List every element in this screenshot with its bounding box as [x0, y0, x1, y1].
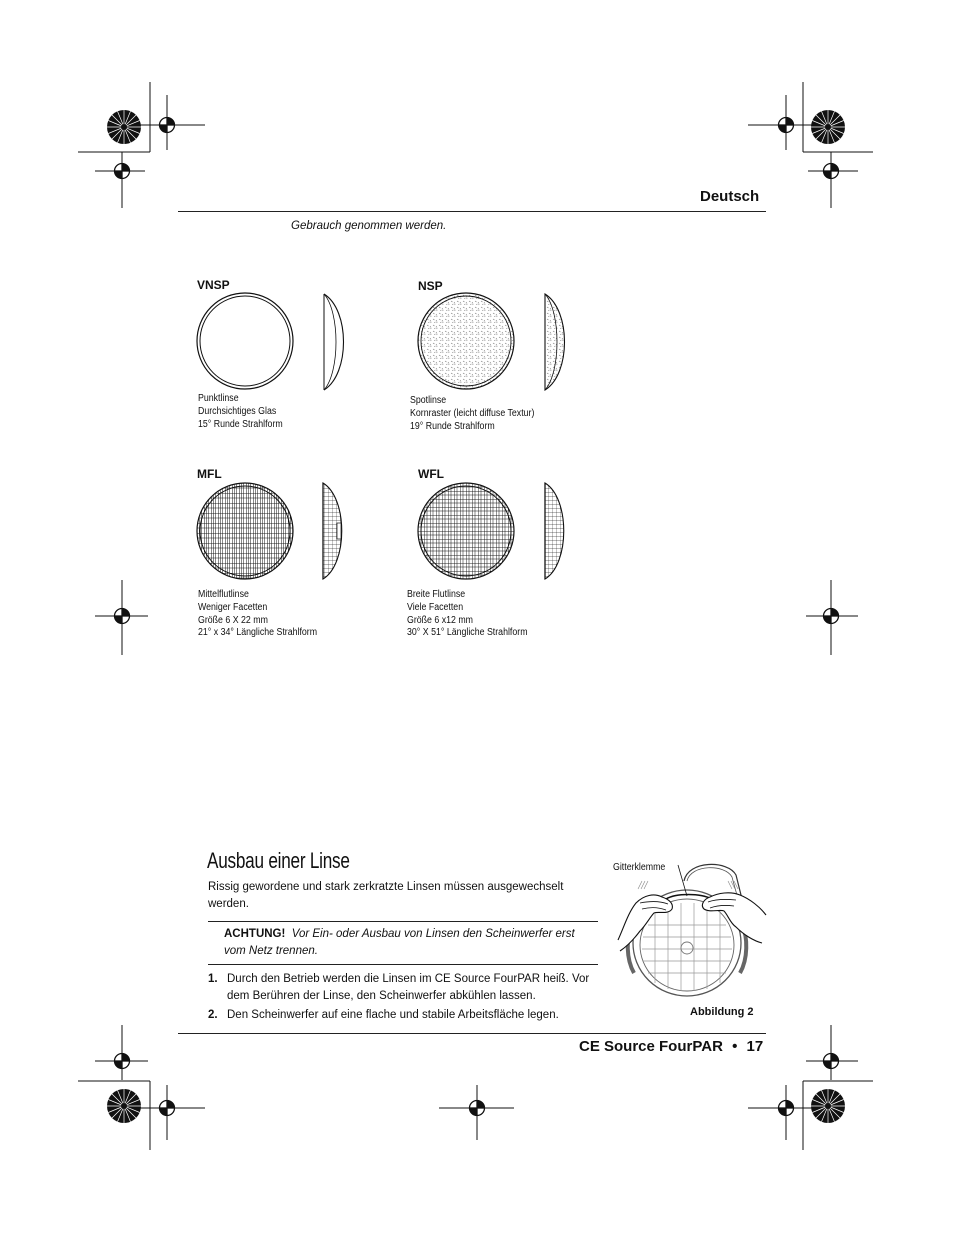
caption-line: Größe 6 x12 mm [407, 614, 474, 626]
lens-caption-vnsp [198, 393, 283, 431]
caption-line: 19° Runde Strahlform [410, 420, 495, 432]
step-number: 1. [208, 973, 218, 985]
nsp-lens-front [418, 293, 514, 389]
intro-text: Gebrauch genommen werden. [291, 220, 447, 232]
warning-bottom-rule [208, 964, 598, 965]
warning-label: ACHTUNG! [224, 928, 286, 940]
caption-line: Kornraster (leicht diffuse Textur) [410, 407, 535, 419]
vnsp-lens-side [324, 294, 344, 390]
lens-code-nsp: NSP [418, 279, 443, 293]
language-heading: Deutsch [700, 188, 760, 205]
caption-line: Punktlinse [198, 393, 239, 404]
footer-bullet: • [732, 1038, 738, 1055]
caption-line: Größe 6 X 22 mm [198, 614, 268, 626]
step-number: 2. [208, 1009, 218, 1021]
caption-line: Viele Facetten [407, 601, 464, 613]
caption-line: Durchsichtiges Glas [198, 405, 277, 417]
figure-caption: Abbildung 2 [690, 1006, 754, 1018]
wfl-lens-front [418, 483, 514, 579]
figure-2-illustration [610, 855, 775, 1005]
lens-code-vnsp: VNSP [197, 278, 230, 292]
lens-caption-mfl [198, 589, 317, 640]
page-footer [579, 1038, 763, 1055]
step-text: Den Scheinwerfer auf eine flache und stabile Arbeitsfläche legen. [227, 1009, 559, 1021]
caption-line: 21° x 34° Längliche Strahlform [198, 627, 318, 639]
warning-text: Vor Ein- oder Ausbau von Linsen den Scheinwerfer erst vom Netz trennen. [224, 928, 575, 957]
section-paragraph: Rissig gewordene und stark zerkratzte Linsen müssen ausgewechselt werden. [208, 881, 564, 910]
footer-product: CE Source FourPAR [579, 1038, 723, 1055]
lens-code-wfl: WFL [418, 467, 444, 481]
warning-top-rule [208, 921, 598, 922]
section-title: Ausbau einer Linse [207, 848, 350, 873]
lens-caption-nsp [410, 395, 534, 433]
caption-line: 15° Runde Strahlform [198, 418, 283, 430]
step-1 [208, 971, 598, 1004]
page-number: 17 [746, 1038, 764, 1055]
nsp-lens-side [545, 294, 565, 390]
lens-code-mfl: MFL [197, 467, 222, 481]
caption-line: 30° X 51° Längliche Strahlform [407, 627, 528, 639]
caption-line: Breite Flutlinse [407, 589, 466, 600]
footer-rule [178, 1033, 766, 1034]
step-text: Durch den Betrieb werden die Linsen im CE Source FourPAR heiß. Vor dem Berühren der Linse, den Scheinwerfer abkühlen lassen. [227, 973, 590, 1002]
mfl-lens-front [197, 483, 293, 579]
mfl-lens-side [323, 483, 342, 579]
vnsp-lens-front [197, 293, 293, 389]
caption-line: Weniger Facetten [198, 601, 268, 613]
caption-line: Spotlinse [410, 395, 447, 406]
wfl-lens-side [545, 483, 564, 579]
caption-line: Mittelflutlinse [198, 589, 249, 600]
step-2 [208, 1007, 608, 1024]
warning-box [224, 926, 594, 959]
figure-callout: Gitterklemme [613, 862, 666, 873]
lens-caption-wfl [407, 589, 528, 640]
